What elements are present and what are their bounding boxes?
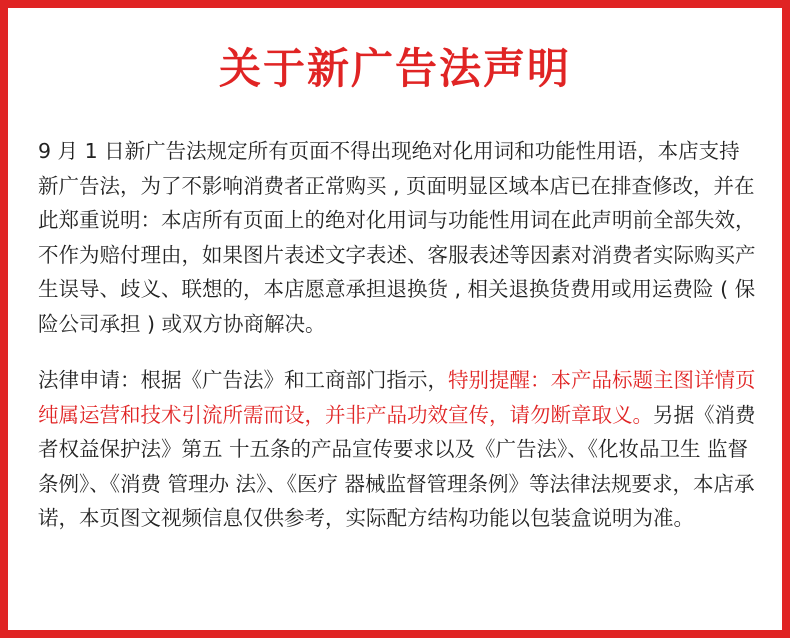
paragraph-ad-law-notice: 9 月 1 日新广告法规定所有页面不得出现绝对化用词和功能性用语，本店支持新广告法，为了不影响消费者正常购买 , 页面明显区域本店已在排查修改，并在此郑重说明：本店所有页面上的绝对化用词与功能性用词在此声明前全部失效，不作为赔付理由，如果图片表述文字表述、客服表述等因素对消费者实际购买产生误导、歧义、联想的，本店愿意承担退换货 , 相关退换货费用或用运费险 ( 保险公司承担 ) 或双方协商解决。 — [38, 139, 756, 336]
special-reminder-text: 特别提醒：本产品标题主图详情页纯属运营和技术引流所需而设，并非产品功效宣传，请勿断章取义。 — [38, 368, 756, 427]
page-title: 关于新广告法声明 — [218, 44, 571, 93]
paragraph-legal-statement — [38, 363, 758, 536]
statement-body — [38, 134, 758, 536]
legal-tail-text: 另据《消费者权益保护法》第五 十五条的产品宣传要求以及《广告法》、《化妆品卫生 监督条例》、《消费 管理办 法》、《医疗 器械监督管理条例》等法律法规要求，本店承诺，本页图文视频信息仅供参考，实际配方结构功能以包装盒说明为准。 — [38, 402, 756, 530]
legal-lead-text: 法律申请：根据《广告法》和工商部门指示， — [38, 368, 448, 392]
